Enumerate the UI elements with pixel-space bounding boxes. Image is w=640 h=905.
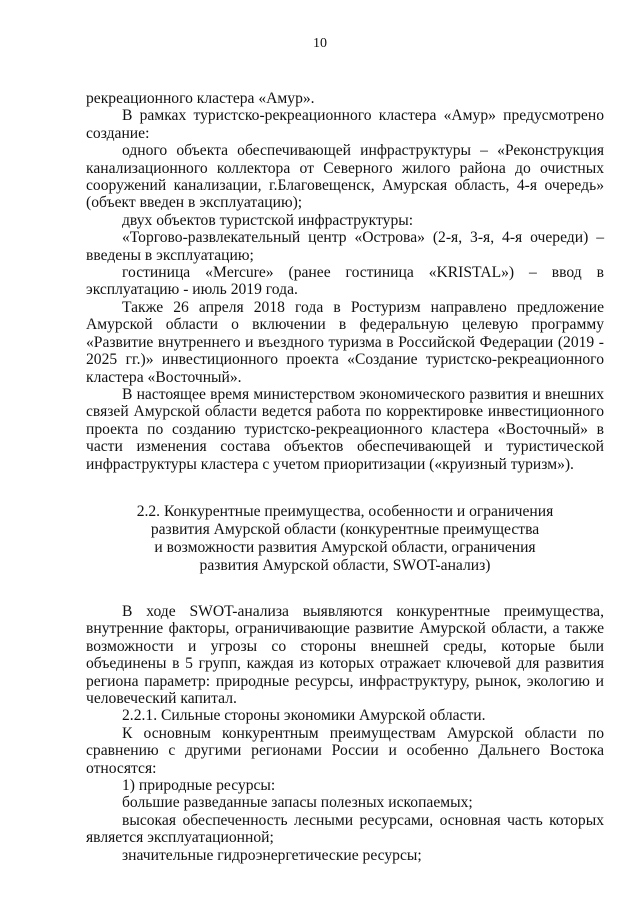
paragraph: В настоящее время министерством экономического развития и внешних связей Амурской области ведется работа по корректировке инвестиционного проекта по созданию туристско-рекреационного кластера «Восточный» в части изменения состава объектов обеспечивающей и туристической инфраструктуры кластера с учетом приоритизации («круизный туризм»). bbox=[86, 385, 604, 473]
paragraph: гостиница «Mercure» (ранее гостиница «KRISTAL») – ввод в эксплуатацию - июль 2019 года. bbox=[86, 264, 604, 299]
document-body bbox=[86, 90, 604, 864]
paragraph: В ходе SWOT-анализа выявляются конкурентные преимущества, внутренние факторы, ограничивающие развитие Амурской области, а также возможности и угрозы со стороны внешней среды, которые были объединены в 5 групп, каждая из которых отражает ключевой для развития региона параметр: природные ресурсы, инфраструктуру, рынок, экологию и человеческий капитал. bbox=[86, 602, 604, 707]
list-item: значительные гидроэнергетические ресурсы; bbox=[122, 846, 422, 864]
section-heading-line: 2.2. Конкурентные преимущества, особенности и ограничения bbox=[136, 502, 554, 520]
paragraph: К основным конкурентным преимуществам Амурской области по сравнению с другими регионами России и особенно Дальнего Востока относятся: bbox=[86, 724, 604, 777]
list-item: высокая обеспеченность лесными ресурсами, основная часть которых является эксплуатационной; bbox=[86, 811, 604, 847]
page-number: 10 bbox=[313, 36, 327, 51]
section-heading-line: и возможности развития Амурской области, ограничения bbox=[154, 538, 536, 556]
list-item: большие разведанные запасы полезных ископаемых; bbox=[122, 794, 473, 812]
paragraph: 2.2.1. Сильные стороны экономики Амурской области. bbox=[122, 707, 486, 725]
paragraph: одного объекта обеспечивающей инфраструктуры – «Реконструкция канализационного коллектора от Северного жилого района до очистных сооружений канализации, г.Благовещенск, Амурская область, 4-я очередь» (объект введен в эксплуатацию); bbox=[86, 142, 604, 212]
section-heading bbox=[86, 503, 604, 575]
list-item: 1) природные ресурсы: bbox=[122, 777, 276, 794]
paragraph: Также 26 апреля 2018 года в Ростуризм направлено предложение Амурской области о включении в федеральную целевую программу «Развитие внутреннего и въездного туризма в Российской Федерации (2019 - 2025 гг.)» инвестиционного проекта «Создание туристско-рекреационного кластера «Восточный». bbox=[86, 298, 604, 386]
section-heading-line: развития Амурской области, SWOT-анализ) bbox=[199, 556, 491, 574]
paragraph: двух объектов туристской инфраструктуры: bbox=[122, 211, 414, 229]
section-heading-line: развития Амурской области (конкурентные преимущества bbox=[150, 520, 540, 538]
paragraph: рекреационного кластера «Амур». bbox=[86, 90, 315, 107]
paragraph: В рамках туристско-рекреационного кластера «Амур» предусмотрено создание: bbox=[86, 107, 604, 142]
paragraph: «Торгово-развлекательный центр «Острова» (2-я, 3-я, 4-я очереди) – введены в эксплуатацию; bbox=[86, 229, 604, 264]
